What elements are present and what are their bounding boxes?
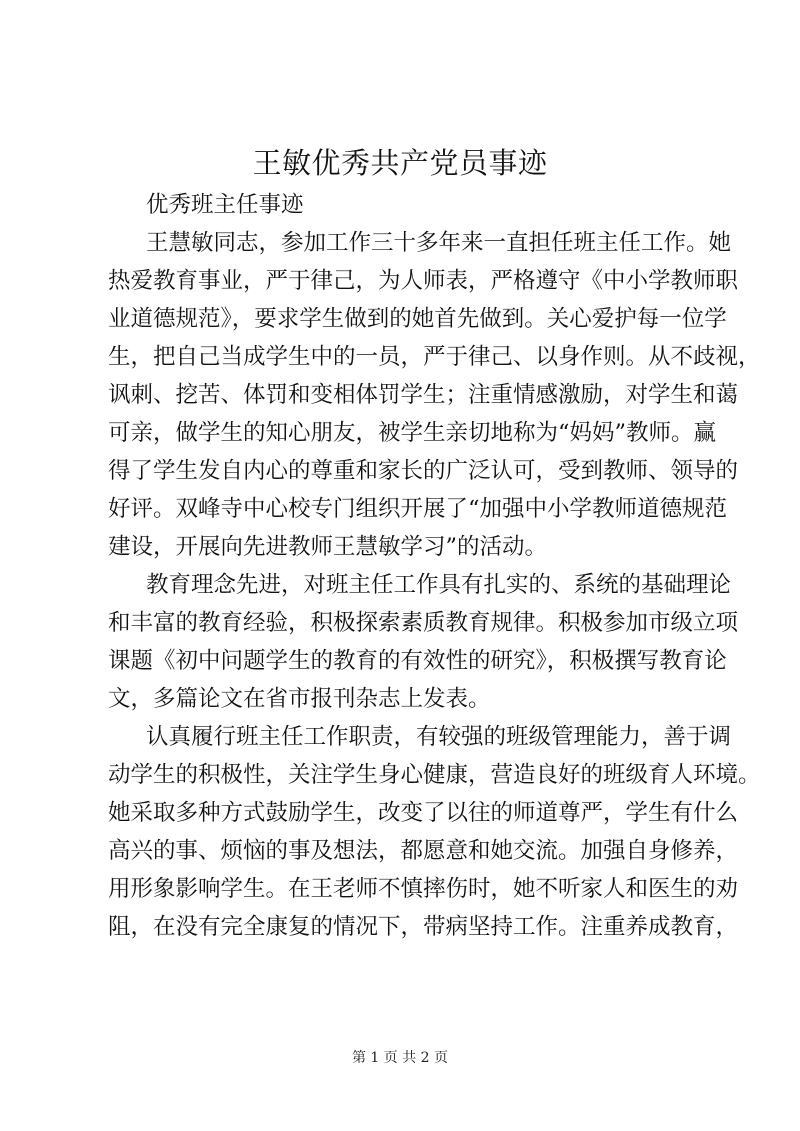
paragraph-line: 可亲，做学生的知心朋友，被学生亲切地称为“妈妈”教师。赢 xyxy=(108,420,717,446)
paragraph-line: 文，多篇论文在省市报刊杂志上发表。 xyxy=(108,686,491,712)
paragraph-line: 和丰富的教育经验，积极探索素质教育规律。积极参加市级立项 xyxy=(108,610,739,636)
paragraph-line: 好评。双峰寺中心校专门组织开展了“加强中小学教师道德规范 xyxy=(108,496,728,522)
document-body xyxy=(108,186,761,946)
paragraph-line: 业道德规范》，要求学生做到的她首先做到。关心爱护每一位学 xyxy=(108,306,727,332)
paragraph-line: 教育理念先进，对班主任工作具有扎实的、系统的基础理论 xyxy=(146,572,732,598)
paragraph-line: 热爱教育事业，严于律己，为人师表，严格遵守《中小学教师职 xyxy=(108,268,739,294)
paragraph-line: 得了学生发自内心的尊重和家长的广泛认可，受到教师、领导的 xyxy=(108,458,739,484)
paragraph-line: 她采取多种方式鼓励学生，改变了以往的师道尊严，学生有什么 xyxy=(108,800,739,826)
paragraph-line: 建设，开展向先进教师王慧敏学习”的活动。 xyxy=(108,534,548,560)
paragraph-line: 阻，在没有完全康复的情况下，带病坚持工作。注重养成教育， xyxy=(108,914,739,940)
paragraph-line: 高兴的事、烦恼的事及想法，都愿意和她交流。加强自身修养， xyxy=(108,838,739,864)
paragraph-line: 课题《初中问题学生的教育的有效性的研究》，积极撰写教育论 xyxy=(108,648,727,674)
page-footer: 第 1 页 共 2 页 xyxy=(351,1050,449,1066)
paragraph-line: 认真履行班主任工作职责，有较强的班级管理能力，善于调 xyxy=(146,724,732,750)
document-title: 王敏优秀共产党员事迹 xyxy=(252,146,548,180)
paragraph-line: 动学生的积极性，关注学生身心健康，营造良好的班级育人环境。 xyxy=(108,762,761,788)
section-heading: 优秀班主任事迹 xyxy=(146,192,304,218)
paragraph-line: 讽刺、挖苦、体罚和变相体罚学生；注重情感激励，对学生和蔼 xyxy=(108,382,739,408)
paragraph-line: 用形象影响学生。在王老师不慎摔伤时，她不听家人和医生的劝 xyxy=(108,876,739,902)
paragraph-line: 生，把自己当成学生中的一员，严于律己、以身作则。从不歧视， xyxy=(108,344,761,370)
paragraph-line: 王慧敏同志，参加工作三十多年来一直担任班主任工作。她 xyxy=(146,230,732,256)
